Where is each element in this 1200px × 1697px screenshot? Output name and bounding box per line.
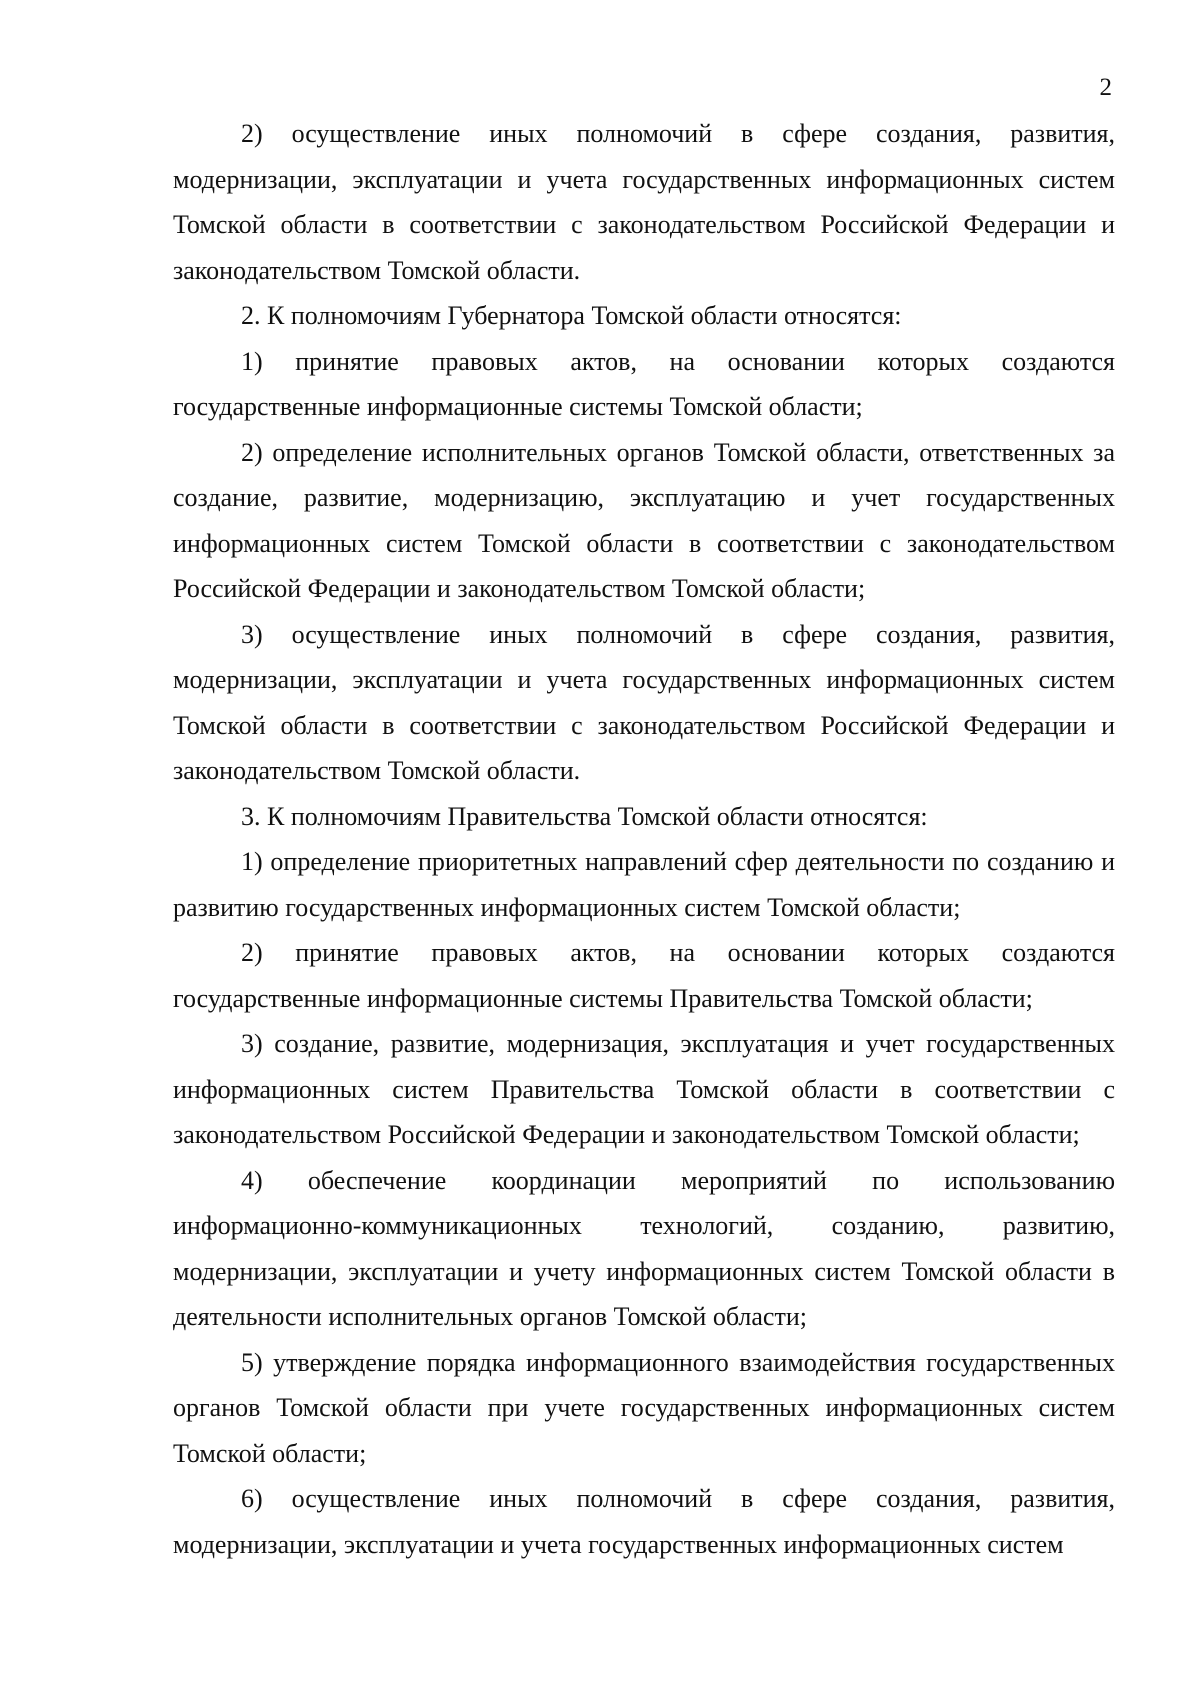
paragraph: 1) определение приоритетных направлений сфер деятельности по созданию и развитию государственных информационных систем Томской области; [173,847,1115,922]
page-number: 2 [1099,74,1112,101]
document-body [173,111,1115,1567]
paragraph: 1) принятие правовых актов, на основании которых создаются государственные информационные системы Томской области; [173,346,1115,421]
paragraph: 3) осуществление иных полномочий в сфере создания, развития, модернизации, эксплуатации и учета государственных информационных систем Томской области в соответствии с законодательством Российской Федерации и законодательством Томской области. [173,619,1115,785]
paragraph: 6) осуществление иных полномочий в сфере создания, развития, модернизации, эксплуатации и учета государственных информационных систем [173,1484,1115,1559]
paragraph: 2) принятие правовых актов, на основании которых создаются государственные информационные системы Правительства Томской области; [173,938,1115,1013]
paragraph: 4) обеспечение координации мероприятий по использованию информационно-коммуникационных технологий, созданию, развитию, модернизации, эксплуатации и учету информационных систем Томской области в деятельности исполнительных органов Томской области; [173,1165,1115,1331]
paragraph: 5) утверждение порядка информационного взаимодействия государственных органов Томской области при учете государственных информационных систем Томской области; [173,1347,1115,1468]
paragraph: 2. К полномочиям Губернатора Томской области относятся: [241,301,902,330]
paragraph: 2) осуществление иных полномочий в сфере создания, развития, модернизации, эксплуатации и учета государственных информационных систем Томской области в соответствии с законодательством Российской Федерации и законодательством Томской области. [173,119,1115,285]
paragraph: 3) создание, развитие, модернизация, эксплуатация и учет государственных информационных систем Правительства Томской области в соответствии с законодательством Российской Федерации и законодательством Томской области; [173,1029,1115,1149]
paragraph: 2) определение исполнительных органов Томской области, ответственных за создание, развитие, модернизацию, эксплуатацию и учет государственных информационных систем Томской области в соответствии с законодательством Российской Федерации и законодательством Томской области; [173,437,1115,603]
paragraph: 3. К полномочиям Правительства Томской области относятся: [241,801,928,831]
